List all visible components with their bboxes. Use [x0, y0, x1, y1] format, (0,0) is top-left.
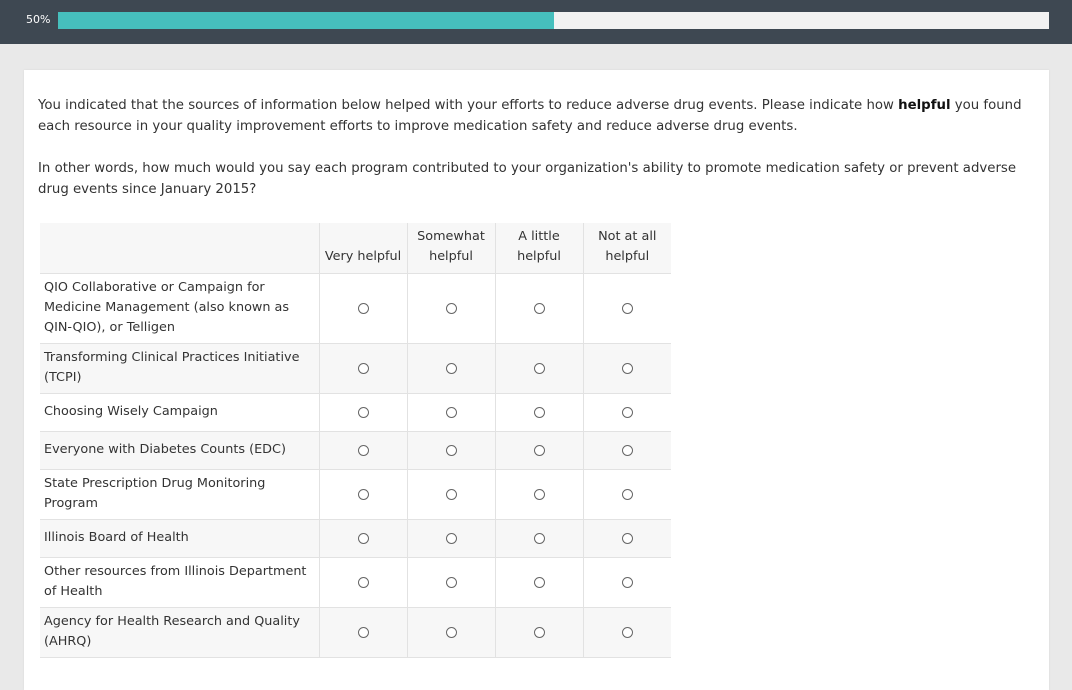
radio-cell[interactable]	[495, 343, 583, 393]
radio-not-at-all-helpful[interactable]	[622, 627, 633, 638]
radio-somewhat-helpful[interactable]	[446, 363, 457, 374]
column-header-a-little-helpful: A little helpful	[495, 223, 583, 273]
radio-cell[interactable]	[495, 607, 583, 657]
matrix-row	[40, 431, 671, 469]
radio-cell[interactable]	[407, 273, 495, 343]
radio-not-at-all-helpful[interactable]	[622, 407, 633, 418]
matrix-row	[40, 469, 671, 519]
radio-cell[interactable]	[319, 519, 407, 557]
radio-somewhat-helpful[interactable]	[446, 445, 457, 456]
radio-cell[interactable]	[583, 519, 671, 557]
radio-cell[interactable]	[495, 469, 583, 519]
radio-cell[interactable]	[583, 343, 671, 393]
radio-a-little-helpful[interactable]	[534, 533, 545, 544]
radio-cell[interactable]	[495, 393, 583, 431]
question-card	[24, 70, 1049, 690]
radio-somewhat-helpful[interactable]	[446, 407, 457, 418]
radio-cell[interactable]	[319, 273, 407, 343]
row-label: Choosing Wisely Campaign	[40, 393, 319, 431]
radio-cell[interactable]	[407, 607, 495, 657]
row-label: Illinois Board of Health	[40, 519, 319, 557]
radio-a-little-helpful[interactable]	[534, 303, 545, 314]
row-label: Transforming Clinical Practices Initiative (TCPI)	[40, 343, 319, 393]
radio-a-little-helpful[interactable]	[534, 363, 545, 374]
radio-not-at-all-helpful[interactable]	[622, 303, 633, 314]
radio-cell[interactable]	[407, 557, 495, 607]
radio-cell[interactable]	[495, 273, 583, 343]
radio-very-helpful[interactable]	[358, 445, 369, 456]
matrix-header-row	[40, 223, 671, 273]
radio-very-helpful[interactable]	[358, 363, 369, 374]
radio-cell[interactable]	[495, 519, 583, 557]
column-header-very-helpful: Very helpful	[319, 223, 407, 273]
matrix-row	[40, 557, 671, 607]
question-emphasis: helpful	[898, 98, 951, 113]
radio-cell[interactable]	[583, 469, 671, 519]
progress-bar-fill	[58, 12, 554, 29]
radio-a-little-helpful[interactable]	[534, 577, 545, 588]
matrix-row	[40, 607, 671, 657]
row-label: Everyone with Diabetes Counts (EDC)	[40, 431, 319, 469]
radio-cell[interactable]	[583, 607, 671, 657]
radio-a-little-helpful[interactable]	[534, 489, 545, 500]
question-paragraph-2: In other words, how much would you say each program contributed to your organization's ability to promote medication safety or prevent adverse drug events since January 2015?	[38, 161, 1017, 197]
radio-cell[interactable]	[319, 469, 407, 519]
radio-a-little-helpful[interactable]	[534, 445, 545, 456]
radio-not-at-all-helpful[interactable]	[622, 489, 633, 500]
radio-somewhat-helpful[interactable]	[446, 577, 457, 588]
radio-not-at-all-helpful[interactable]	[622, 577, 633, 588]
radio-cell[interactable]	[319, 393, 407, 431]
radio-cell[interactable]	[407, 519, 495, 557]
radio-cell[interactable]	[407, 431, 495, 469]
row-label: QIO Collaborative or Campaign for Medicine Management (also known as QIN-QIO), or Telligen	[40, 273, 319, 343]
radio-a-little-helpful[interactable]	[534, 627, 545, 638]
radio-cell[interactable]	[583, 557, 671, 607]
radio-not-at-all-helpful[interactable]	[622, 363, 633, 374]
radio-cell[interactable]	[583, 393, 671, 431]
radio-cell[interactable]	[583, 273, 671, 343]
radio-very-helpful[interactable]	[358, 407, 369, 418]
radio-cell[interactable]	[495, 431, 583, 469]
column-header-somewhat-helpful: Somewhat helpful	[407, 223, 495, 273]
question-text	[38, 95, 1028, 221]
radio-not-at-all-helpful[interactable]	[622, 533, 633, 544]
question-text-part: you found each resource in your quality improvement efforts to improve medication safety and reduce adverse drug events.	[38, 98, 1022, 134]
radio-very-helpful[interactable]	[358, 489, 369, 500]
row-label: State Prescription Drug Monitoring Program	[40, 469, 319, 519]
matrix-row	[40, 273, 671, 343]
radio-not-at-all-helpful[interactable]	[622, 445, 633, 456]
radio-very-helpful[interactable]	[358, 303, 369, 314]
row-label: Other resources from Illinois Department of Health	[40, 557, 319, 607]
matrix-row	[40, 393, 671, 431]
radio-somewhat-helpful[interactable]	[446, 533, 457, 544]
radio-cell[interactable]	[583, 431, 671, 469]
radio-cell[interactable]	[319, 607, 407, 657]
question-text-part: You indicated that the sources of information below helped with your efforts to reduce adverse drug events. Please indicate how	[38, 98, 899, 113]
row-label: Agency for Health Research and Quality (AHRQ)	[40, 607, 319, 657]
radio-very-helpful[interactable]	[358, 533, 369, 544]
radio-very-helpful[interactable]	[358, 627, 369, 638]
radio-cell[interactable]	[407, 393, 495, 431]
matrix-row	[40, 343, 671, 393]
matrix-row	[40, 519, 671, 557]
progress-header	[0, 0, 1072, 44]
radio-somewhat-helpful[interactable]	[446, 627, 457, 638]
radio-somewhat-helpful[interactable]	[446, 303, 457, 314]
radio-cell[interactable]	[319, 343, 407, 393]
radio-a-little-helpful[interactable]	[534, 407, 545, 418]
radio-cell[interactable]	[407, 469, 495, 519]
radio-cell[interactable]	[319, 557, 407, 607]
matrix-corner	[40, 223, 319, 273]
rating-matrix	[40, 223, 671, 658]
question-paragraph-1	[38, 95, 1028, 137]
progress-percent: 50%	[26, 13, 51, 26]
radio-somewhat-helpful[interactable]	[446, 489, 457, 500]
radio-very-helpful[interactable]	[358, 577, 369, 588]
radio-cell[interactable]	[407, 343, 495, 393]
radio-cell[interactable]	[495, 557, 583, 607]
column-header-not-at-all-helpful: Not at all helpful	[583, 223, 671, 273]
radio-cell[interactable]	[319, 431, 407, 469]
progress-bar	[58, 12, 1049, 29]
